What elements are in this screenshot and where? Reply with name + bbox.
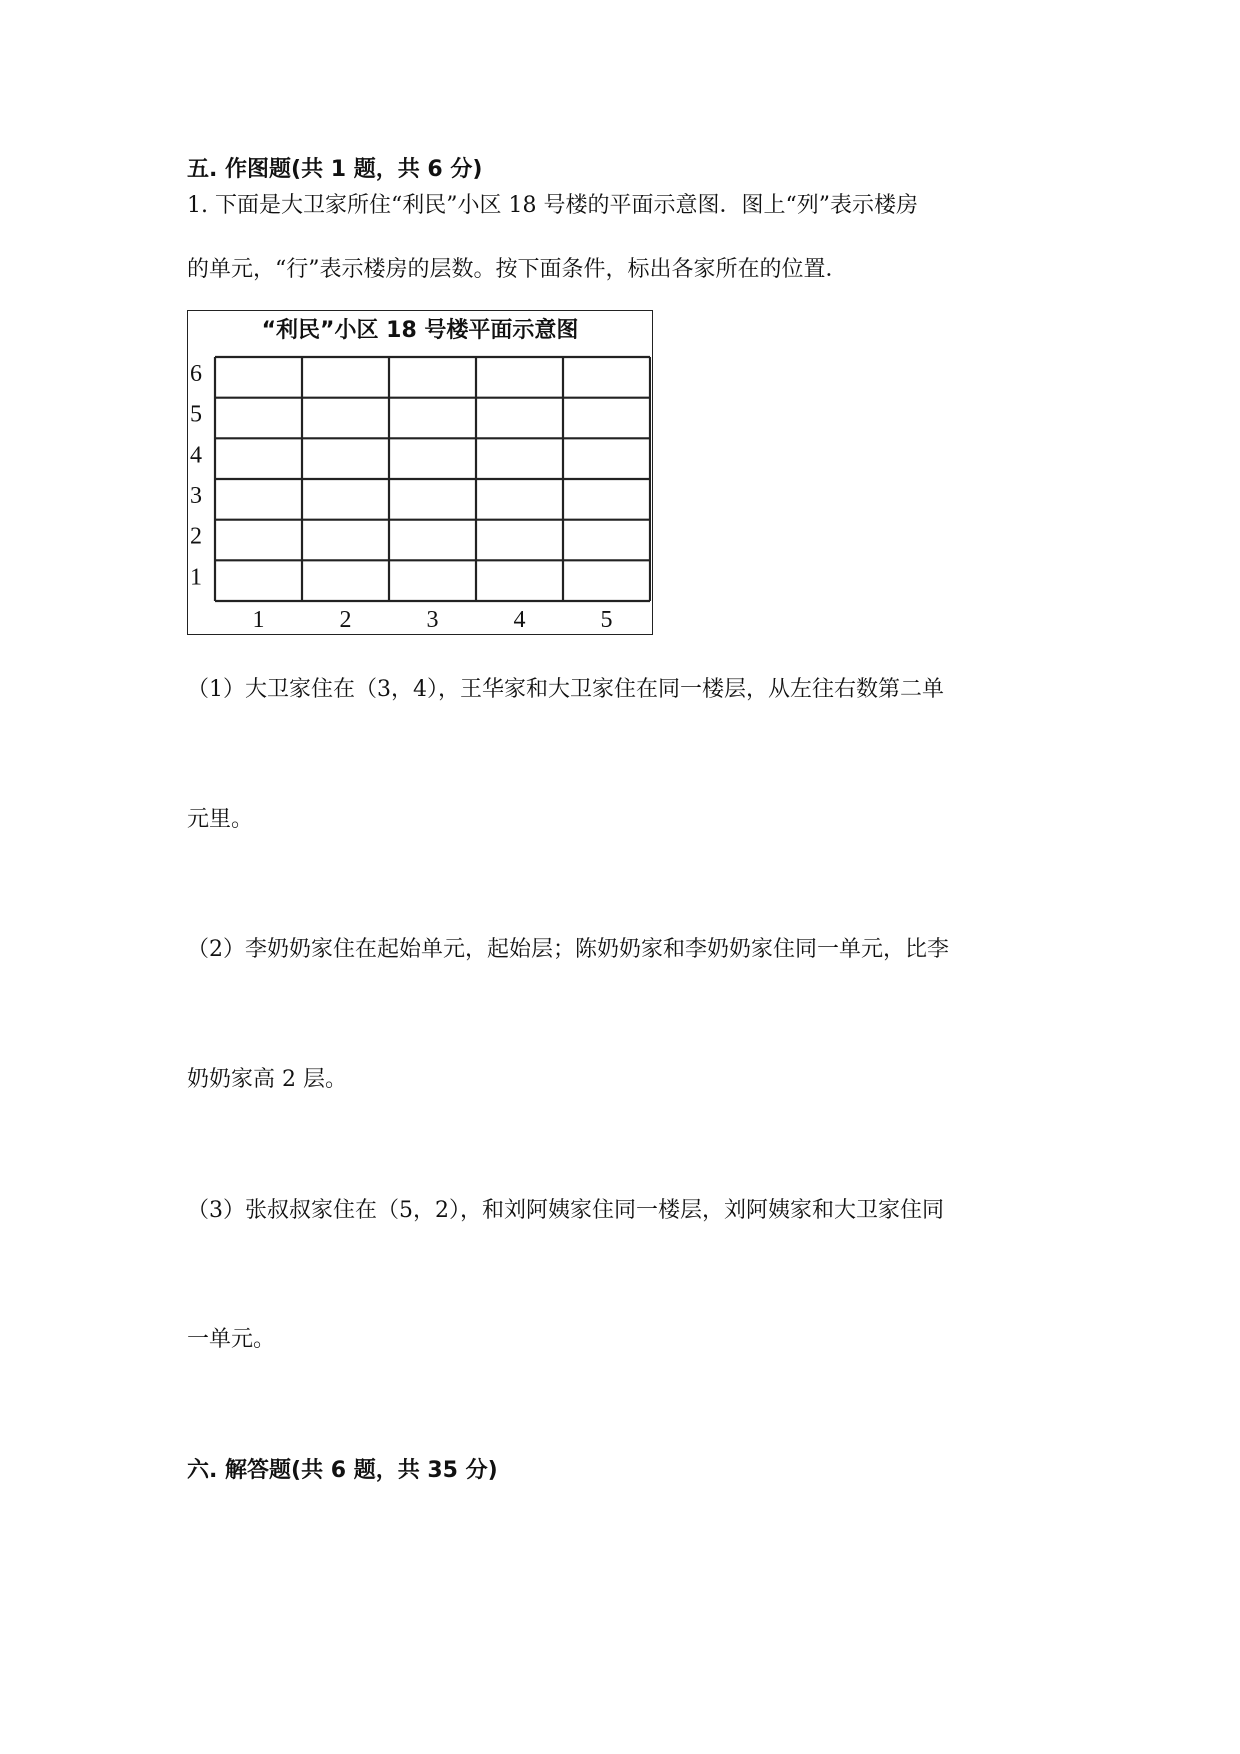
section-5-heading: 五. 作图题(共 1 题，共 6 分)	[187, 157, 483, 182]
row-label-4: 4	[190, 442, 202, 469]
question-1-line-2: 的单元，“行”表示楼房的层数。按下面条件，标出各家所在的位置．	[187, 257, 848, 282]
col-label-3: 3	[426, 607, 439, 633]
col-labels	[253, 607, 613, 633]
figure-title: “利民”小区 18 号楼平面示意图	[261, 318, 579, 343]
condition-1-line-2: 元里。	[187, 807, 254, 832]
col-label-4: 4	[513, 607, 526, 633]
col-label-5: 5	[600, 607, 613, 633]
section-6-heading: 六. 解答题(共 6 题，共 35 分)	[187, 1458, 498, 1483]
row-label-2: 2	[190, 523, 202, 550]
condition-1-line-1: （1）大卫家住在（3，4），王华家和大卫家住在同一楼层，从左往右数第二单	[187, 677, 944, 702]
row-labels	[190, 361, 202, 590]
building-floor-plan-figure	[187, 310, 653, 635]
row-label-1: 1	[190, 564, 202, 591]
floor-plan-grid	[188, 311, 651, 633]
col-label-1: 1	[252, 607, 265, 633]
condition-3-line-2: 一单元。	[187, 1327, 276, 1352]
row-label-3: 3	[190, 483, 202, 509]
row-label-5: 5	[190, 401, 202, 428]
condition-3-line-1: （3）张叔叔家住在（5，2），和刘阿姨家住同一楼层，刘阿姨家和大卫家住同	[187, 1198, 944, 1223]
grid-lines	[215, 357, 650, 601]
condition-2-line-2: 奶奶家高 2 层。	[187, 1067, 347, 1092]
col-label-2: 2	[339, 607, 352, 633]
row-label-6: 6	[190, 361, 202, 387]
question-1-line-1: 1. 下面是大卫家所住“利民”小区 18 号楼的平面示意图．图上“列”表示楼房	[187, 193, 918, 218]
condition-2-line-1: （2）李奶奶家住在起始单元，起始层；陈奶奶家和李奶奶家住同一单元，比李	[187, 937, 949, 962]
